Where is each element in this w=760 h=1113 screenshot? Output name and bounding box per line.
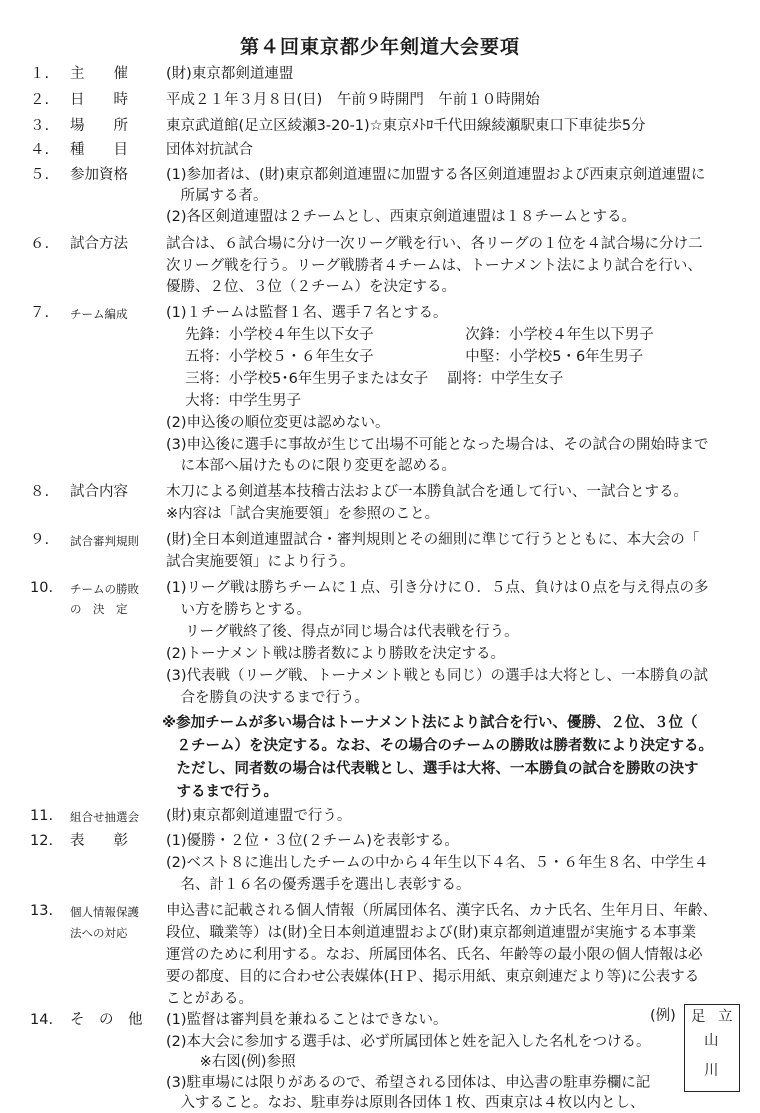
- section-text: に本部へ届けたものに限り変更を認める。: [166, 458, 456, 474]
- section-label: 主 催: [70, 66, 128, 82]
- section-text: ※右図(例)参照: [166, 1054, 296, 1070]
- section-label: チーム編成: [70, 307, 128, 321]
- name-card-name-char: 山: [704, 1033, 719, 1049]
- section-text: (3)駐車場には限りがあるので、希望される団体は、申込書の駐車券欄に記: [166, 1075, 651, 1091]
- section-text: (1)１チームは監督１名、選手７名とする。: [166, 305, 448, 321]
- section-text: (財)全日本剣道連盟試合・審判規則とその細則に準じて行うとともに、本大会の「: [166, 532, 700, 548]
- section-label: そ の 他: [70, 1012, 143, 1028]
- section-number: 13.: [30, 903, 54, 919]
- section-text: (2)トーナメント戦は勝者数により勝敗を決定する。: [166, 646, 505, 662]
- section-text: (2)各区剣道連盟は２チームとし、西東京剣道連盟は１８チームとする。: [166, 209, 637, 225]
- section-text: 要の都度、目的に合わせ公表媒体(ＨＰ、掲示用紙、東京剣連だより等)に公表する: [166, 969, 700, 985]
- section-note: ただし、同者数の場合は代表戦とし、選手は大将、一本勝負の試合を勝敗の決す: [162, 761, 699, 777]
- name-card-name-char: 川: [704, 1063, 719, 1079]
- section-text: (財)東京都剣道連盟: [166, 66, 294, 82]
- section-note: ２チーム）を決定する。なお、その場合のチームの勝敗は勝者数により決定する。: [162, 738, 713, 754]
- section-label: 個人情報保護: [70, 905, 139, 919]
- section-number: ３.: [30, 118, 50, 134]
- section-text: (2)申込後の順位変更は認めない。: [166, 415, 390, 431]
- section-text: 試合は、６試合場に分け一次リーグ戦を行い、各リーグの１位を４試合場に分け二: [166, 236, 703, 252]
- section-text: 平成２１年３月８日(日) 午前９時開門 午前１０時開始: [166, 92, 540, 108]
- section-label: 場 所: [70, 118, 128, 134]
- section-label: 日 時: [70, 92, 128, 108]
- section-text: 先鋒：小学校４年生以下女子 次鋒：小学校４年生以下男子: [166, 327, 654, 343]
- section-text: 運営のために利用する。なお、所属団体名、氏名、年齢等の最小限の個人情報は必: [166, 947, 703, 963]
- section-text: (1)監督は審判員を兼ねることはできない。: [166, 1012, 448, 1028]
- section-label: 参加資格: [70, 167, 128, 183]
- section-number: ７.: [30, 305, 50, 321]
- section-label: 試合内容: [70, 484, 128, 500]
- section-text: 試合実施要領」により行う。: [166, 554, 355, 570]
- section-text: 木刀による剣道基本技稽古法および一本勝負試合を通して行い、一試合とする。: [166, 484, 688, 500]
- section-text: 優勝、２位、３位（２チーム）を決定する。: [166, 279, 456, 295]
- section-text: ※内容は「試合実施要領」を参照のこと。: [166, 506, 440, 522]
- section-text: (2)本大会に参加する選手は、必ず所属団体と姓を記入した名札をつける。: [166, 1034, 651, 1050]
- section-number: ４.: [30, 142, 50, 158]
- section-text: 三将：小学校5･6年生男子または女子 副将：中学生女子: [166, 371, 564, 387]
- section-text: 段位、職業等）は(財)全日本剣道連盟および(財)東京都剣道連盟が実施する本事業: [166, 925, 697, 941]
- section-text: 東京武道館(足立区綾瀬3-20-1)☆東京ﾒﾄﾛ千代田線綾瀬駅東口下車徒歩5分: [166, 118, 646, 134]
- section-note: するまで行う。: [162, 784, 278, 800]
- section-text: 申込書に記載される個人情報（所属団体名、漢字氏名、カナ氏名、生年月日、年齢、: [166, 903, 717, 919]
- section-text: 所属する者。: [166, 188, 268, 204]
- section-number: ５.: [30, 167, 50, 183]
- section-text: 合を勝負の決するまで行う。: [166, 690, 369, 706]
- section-text: 団体対抗試合: [166, 142, 253, 158]
- section-text: (1)参加者は、(財)東京都剣道連盟に加盟する各区剣道連盟および西東京剣道連盟に: [166, 167, 706, 183]
- section-text: (3)代表戦（リーグ戦、トーナメント戦とも同じ）の選手は大将とし、一本勝負の試: [166, 668, 708, 684]
- section-text: 大将：中学生男子: [166, 393, 302, 409]
- section-text: (1)優勝・２位・３位(２チーム)を表彰する。: [166, 833, 459, 849]
- section-label: 試合審判規則: [70, 534, 139, 548]
- section-number: 12.: [30, 833, 54, 849]
- section-number: １.: [30, 66, 50, 82]
- section-number: ９.: [30, 532, 50, 548]
- section-text: 入すること。なお、駐車券は原則各団体１枚、西東京は４枚以内とし、: [166, 1095, 645, 1111]
- section-text: 次リーグ戦を行う。リーグ戦勝者４チームは、トーナメント法により試合を行い、: [166, 258, 702, 274]
- section-label: 試合方法: [70, 236, 128, 252]
- section-label-line2: の 決 定: [70, 602, 128, 616]
- section-text: (2)ベスト８に進出したチームの中から４年生以下４名、５・６年生８名、中学生４: [166, 855, 709, 871]
- section-number: 11.: [30, 808, 54, 824]
- section-number: ６.: [30, 236, 50, 252]
- section-text: ことがある。: [166, 991, 253, 1007]
- section-note: ※参加チームが多い場合はトーナメント法により試合を行い、優勝、２位、３位（: [162, 715, 698, 731]
- section-text: リーグ戦終了後、得点が同じ場合は代表戦を行う。: [166, 624, 519, 640]
- section-text: (1)リーグ戦は勝ちチームに１点、引き分けに０．５点、負けは０点を与え得点の多: [166, 580, 709, 596]
- name-card-org-char: 立: [718, 1009, 733, 1025]
- document-title: 第４回東京都少年剣道大会要項: [239, 36, 520, 58]
- section-number: ８.: [30, 484, 50, 500]
- section-label-line2: 法への対応: [70, 926, 128, 940]
- section-label: 組合せ抽選会: [70, 810, 139, 824]
- section-text: 名、計１６名の優秀選手を選出し表彰する。: [166, 877, 471, 893]
- example-name-card: [684, 1004, 740, 1092]
- section-text: い方を勝ちとする。: [166, 602, 311, 618]
- section-label: チームの勝敗: [70, 582, 139, 596]
- section-number: 10.: [30, 580, 54, 596]
- example-label: (例): [650, 1008, 676, 1024]
- section-number: ２.: [30, 92, 50, 108]
- section-text: (3)申込後に選手に事故が生じて出場不可能となった場合は、その試合の開始時まで: [166, 437, 709, 453]
- name-card-org-char: 足: [691, 1009, 706, 1025]
- section-number: 14.: [30, 1012, 54, 1028]
- section-text: 五将：小学校５・６年生女子 中堅：小学校5・6年生男子: [166, 349, 644, 365]
- section-label: 表 彰: [70, 833, 128, 849]
- section-label: 種 目: [70, 142, 128, 158]
- section-text: (財)東京都剣道連盟で行う。: [166, 808, 352, 824]
